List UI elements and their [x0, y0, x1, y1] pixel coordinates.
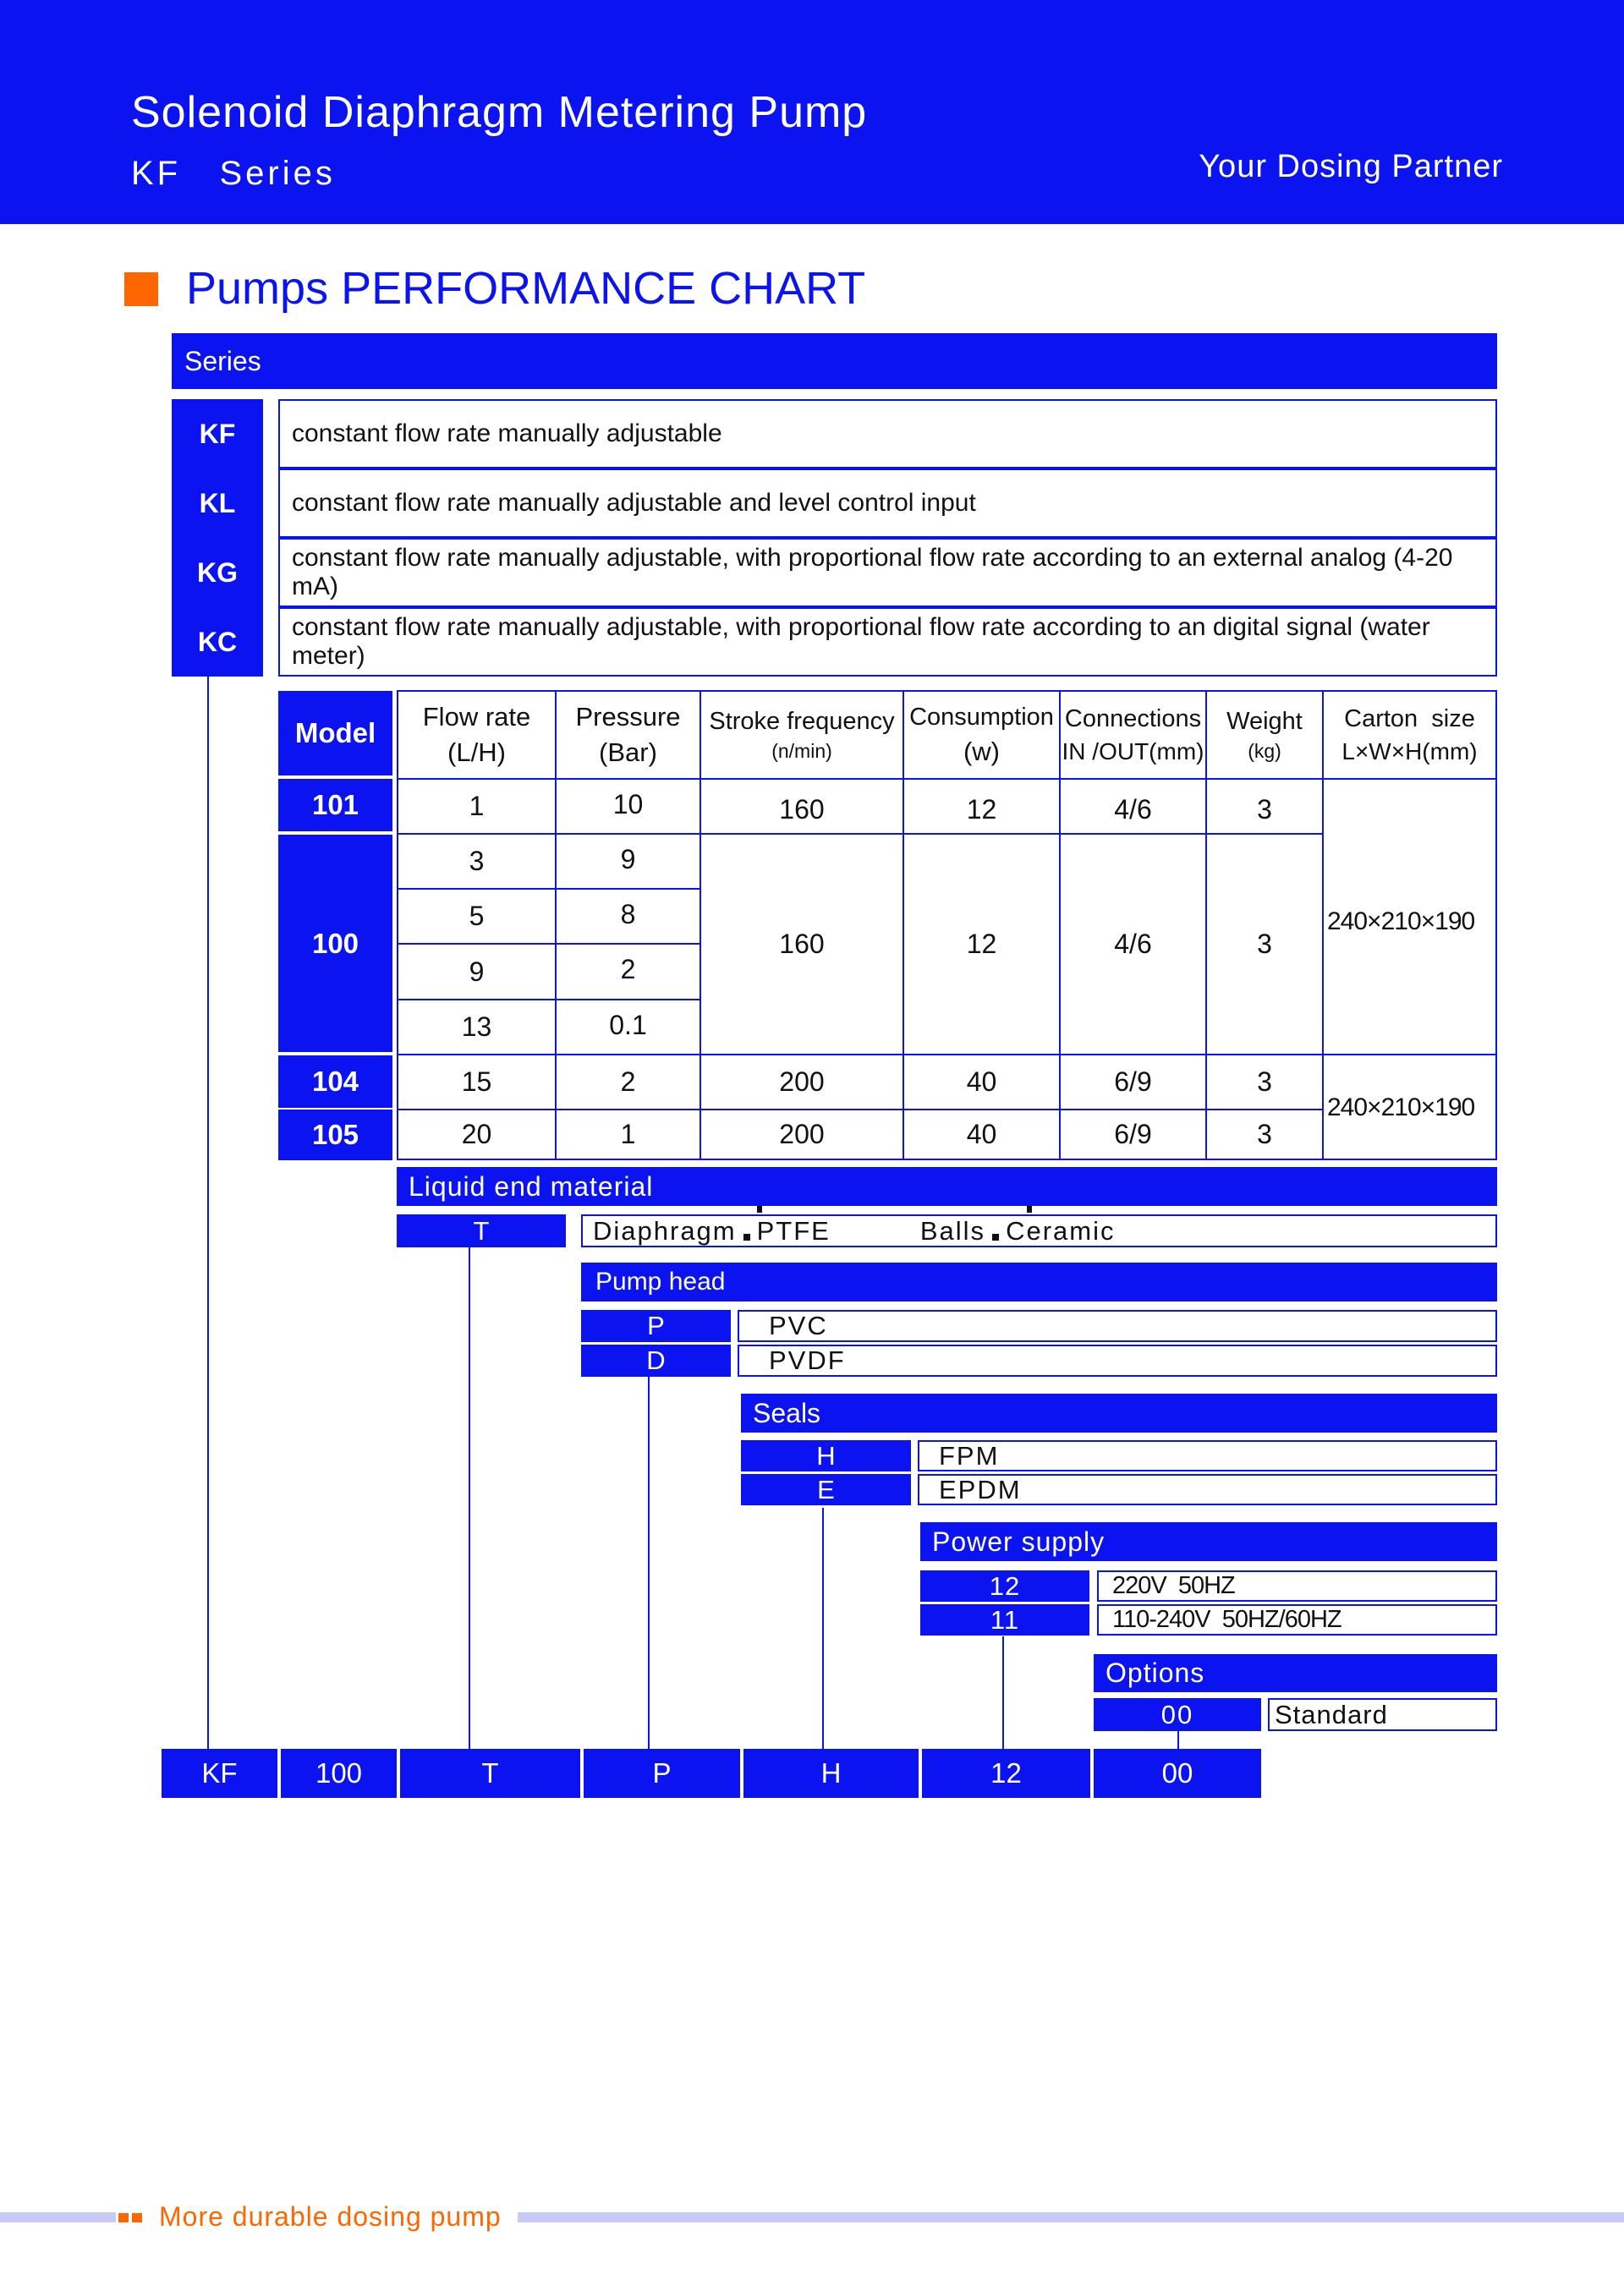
- series-code-label: KF: [199, 418, 236, 449]
- order-code-label: 00: [1161, 1757, 1193, 1789]
- footer-bullet: [118, 2213, 129, 2222]
- power-heading: [920, 1522, 1497, 1561]
- power-desc-220v: [1097, 1570, 1497, 1602]
- power-code-label: 12: [989, 1570, 1021, 1601]
- consumption-cell: 40: [966, 1066, 997, 1097]
- pump-head-code-label: P: [647, 1311, 665, 1340]
- series-code-kl: [172, 469, 263, 538]
- series-desc-kl: [278, 469, 1497, 538]
- order-code-label: KF: [201, 1757, 238, 1789]
- series-desc-kf: [278, 399, 1497, 469]
- header-pressure-label: Pressure: [575, 702, 681, 732]
- series-code-kf: [172, 399, 263, 469]
- header-stroke-label: Stroke frequency: [709, 707, 895, 735]
- page-title: Solenoid Diaphragm Metering Pump: [131, 88, 868, 137]
- model-label: 105: [311, 1119, 359, 1150]
- seals-code-e: [741, 1474, 911, 1505]
- header-carton-unit: L×W×H(mm): [1341, 737, 1478, 764]
- flow-cell: 20: [461, 1119, 492, 1149]
- flow-cell: 5: [469, 901, 485, 931]
- stroke-cell: 160: [779, 793, 825, 825]
- footer-rule-right: [518, 2212, 1624, 2222]
- liquid-end-heading: [397, 1167, 1497, 1206]
- liquid-end-heading-label: Liquid end material: [409, 1170, 654, 1202]
- tagline: Your Dosing Partner: [1199, 149, 1503, 184]
- header-flow: [398, 692, 555, 778]
- order-code-options: [1094, 1749, 1261, 1798]
- pump-head-heading-label: Pump head: [595, 1268, 726, 1296]
- pressure-cell: 8: [620, 898, 636, 929]
- model-header-label: Model: [294, 717, 376, 748]
- footer-rule-left: [0, 2212, 116, 2222]
- liquid-end-code-label: T: [473, 1215, 490, 1246]
- seals-desc-label: FPM: [939, 1440, 1000, 1471]
- header-pressure: [557, 692, 700, 778]
- seals-code-label: E: [817, 1474, 835, 1504]
- pressure-cell: 1: [620, 1119, 636, 1149]
- model-101: [278, 779, 392, 831]
- liquid-end-code-t: [397, 1214, 566, 1247]
- options-heading-label: Options: [1106, 1658, 1205, 1688]
- power-code-12: [920, 1570, 1089, 1602]
- header-consumption: [904, 692, 1059, 778]
- seals-heading: [741, 1394, 1497, 1433]
- flow-cell: 9: [469, 956, 485, 987]
- model-104: [278, 1055, 392, 1108]
- pressure-cell: 2: [620, 1066, 636, 1097]
- series-heading-label: Series: [184, 345, 261, 376]
- pressure-cell: 9: [620, 843, 636, 874]
- series-desc-kg: [278, 538, 1497, 607]
- consumption-cell: 12: [966, 929, 997, 959]
- header-carton: [1324, 692, 1495, 778]
- header-weight-unit: (kg): [1248, 740, 1281, 763]
- header-flow-label: Flow rate: [422, 702, 531, 732]
- series-code-kc: [172, 607, 263, 677]
- carton-cell: 240×210×190: [1327, 1093, 1475, 1121]
- pump-head-heading: [581, 1263, 1497, 1301]
- header-carton-label: Carton size: [1344, 704, 1475, 732]
- header-connections-unit: IN /OUT(mm): [1062, 737, 1204, 764]
- order-code-pump-head: [584, 1749, 740, 1798]
- separator-tick: [757, 1206, 762, 1213]
- seals-code-h: [741, 1440, 911, 1471]
- options-desc-label: Standard: [1275, 1699, 1388, 1729]
- header-banner: [0, 0, 1624, 224]
- diaphragm-value: PTFE: [756, 1215, 831, 1246]
- stroke-cell: 160: [779, 929, 825, 959]
- seals-code-label: H: [816, 1440, 836, 1471]
- separator-tick: [1027, 1206, 1032, 1213]
- section-marker: [124, 272, 158, 306]
- options-heading: [1094, 1654, 1497, 1692]
- order-code-seals: [743, 1749, 919, 1798]
- liquid-end-desc: [581, 1214, 1497, 1247]
- carton-cell: 240×210×190: [1327, 907, 1475, 935]
- weight-cell: 3: [1257, 793, 1272, 825]
- footer-text: More durable dosing pump: [159, 2201, 502, 2232]
- seals-desc-epdm: [918, 1474, 1497, 1505]
- flow-cell: 3: [469, 846, 485, 876]
- pump-head-code-d: [581, 1345, 731, 1377]
- performance-table: [397, 690, 1497, 1160]
- connections-cell: 4/6: [1114, 793, 1152, 825]
- connector-line-series: [207, 677, 209, 1749]
- header-stroke: [701, 692, 903, 778]
- pressure-cell: 2: [620, 953, 636, 984]
- weight-cell: 3: [1257, 929, 1272, 959]
- order-code-liquid-end: [400, 1749, 580, 1798]
- connections-cell: 4/6: [1114, 929, 1152, 959]
- power-code-11: [920, 1604, 1089, 1636]
- connections-cell: 6/9: [1114, 1066, 1152, 1097]
- header-stroke-unit: (n/min): [771, 740, 832, 763]
- section-title: Pumps PERFORMANCE CHART: [186, 263, 866, 314]
- weight-cell: 3: [1257, 1119, 1272, 1149]
- stroke-cell: 200: [779, 1119, 825, 1149]
- series-subtitle: KF Series: [131, 155, 336, 192]
- model-100: [278, 835, 392, 1052]
- header-consumption-label: Consumption: [909, 703, 1054, 731]
- header-flow-unit: (L/H): [447, 737, 506, 767]
- stroke-cell: 200: [779, 1066, 825, 1097]
- pump-head-desc-label: PVDF: [769, 1345, 846, 1375]
- series-code-label: KG: [197, 556, 238, 588]
- power-desc-label: 220V 50HZ: [1112, 1572, 1235, 1599]
- pump-head-desc-pvdf: [738, 1345, 1497, 1377]
- pump-head-code-label: D: [646, 1345, 666, 1375]
- header-pressure-unit: (Bar): [599, 737, 657, 767]
- options-desc-standard: [1268, 1698, 1497, 1731]
- connector-line-pumphead: [648, 1377, 650, 1749]
- diaphragm-label: Diaphragm: [593, 1215, 737, 1246]
- seals-desc-fpm: [918, 1440, 1497, 1471]
- order-code-label: P: [652, 1757, 672, 1789]
- connector-line-options: [1177, 1731, 1179, 1749]
- series-code-kg: [172, 538, 263, 607]
- power-desc-110-240v: [1097, 1604, 1497, 1636]
- connections-cell: 6/9: [1114, 1119, 1152, 1149]
- series-desc-label: constant flow rate manually adjustable: [292, 419, 722, 447]
- header-connections: [1061, 692, 1205, 778]
- series-desc-label: constant flow rate manually adjustable, with proportional flow rate according to an external analog (4-20 mA): [292, 544, 1453, 600]
- order-code-series: [162, 1749, 277, 1798]
- series-code-label: KC: [197, 626, 238, 657]
- pressure-cell: 10: [612, 788, 644, 819]
- model-label: 104: [311, 1066, 359, 1097]
- order-code-model: [281, 1749, 397, 1798]
- pump-head-desc-pvc: [738, 1310, 1497, 1342]
- connector-line-seals: [822, 1508, 824, 1749]
- model-header: [278, 691, 392, 775]
- order-code-label: 12: [990, 1757, 1022, 1789]
- model-label: 100: [311, 927, 359, 959]
- order-code-label: H: [820, 1757, 842, 1789]
- seals-heading-label: Seals: [753, 1397, 821, 1428]
- order-code-label: T: [481, 1757, 499, 1789]
- series-desc-label: constant flow rate manually adjustable, with proportional flow rate according to an digital signal (water meter): [292, 613, 1430, 670]
- consumption-cell: 12: [966, 793, 997, 825]
- diaphragm-separator: [743, 1234, 750, 1241]
- header-weight: [1207, 692, 1322, 778]
- weight-cell: 3: [1257, 1066, 1272, 1097]
- series-heading: [172, 333, 1497, 389]
- header-connections-label: Connections: [1064, 704, 1202, 732]
- power-heading-label: Power supply: [932, 1526, 1106, 1557]
- consumption-cell: 40: [966, 1119, 997, 1149]
- flow-cell: 1: [469, 791, 485, 821]
- flow-cell: 15: [461, 1066, 492, 1097]
- footer-bullet: [132, 2213, 142, 2222]
- power-desc-label: 110-240V 50HZ/60HZ: [1112, 1606, 1341, 1633]
- model-label: 101: [311, 789, 359, 820]
- header-weight-label: Weight: [1226, 707, 1303, 735]
- order-code-label: 100: [315, 1757, 363, 1789]
- flow-cell: 13: [461, 1011, 492, 1042]
- header-consumption-unit: (w): [963, 736, 1001, 766]
- series-desc-label: constant flow rate manually adjustable and level control input: [292, 489, 976, 517]
- options-code-00: [1094, 1698, 1261, 1731]
- series-desc-kc: [278, 607, 1497, 677]
- pump-head-desc-label: PVC: [769, 1311, 828, 1340]
- connector-line-power: [1002, 1636, 1004, 1749]
- model-105: [278, 1110, 392, 1160]
- balls-separator: [992, 1234, 999, 1241]
- series-code-label: KL: [199, 487, 236, 518]
- seals-desc-label: EPDM: [939, 1474, 1022, 1504]
- options-code-label: 00: [1160, 1699, 1194, 1729]
- balls-value: Ceramic: [1006, 1215, 1116, 1246]
- power-code-label: 11: [990, 1604, 1020, 1635]
- order-code-power: [922, 1749, 1090, 1798]
- balls-label: Balls: [919, 1215, 986, 1246]
- pressure-cell: 0.1: [609, 1009, 647, 1040]
- pump-head-code-p: [581, 1310, 731, 1342]
- connector-line-liquid: [469, 1247, 470, 1749]
